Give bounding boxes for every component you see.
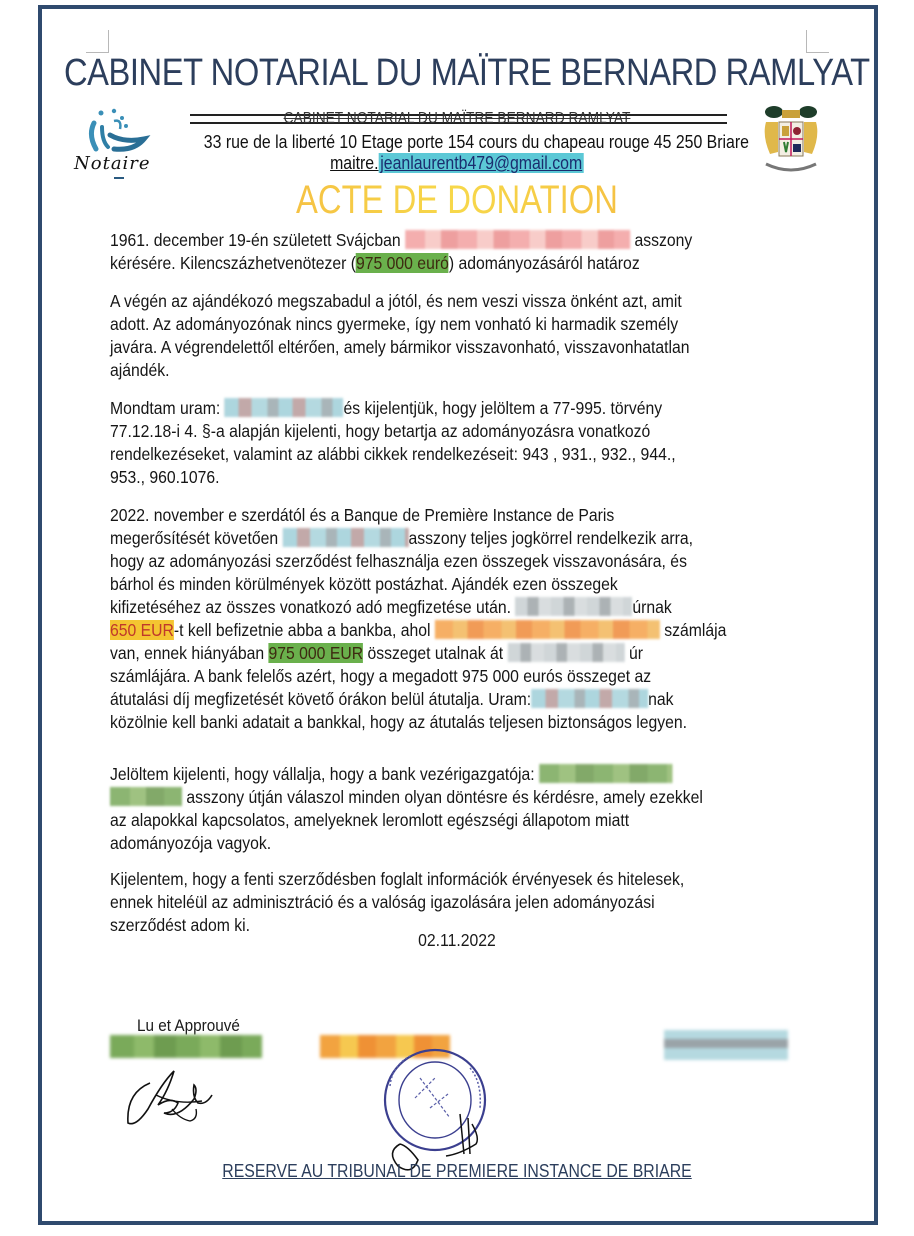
- email-prefix: maitre.: [330, 153, 379, 173]
- paragraph-5-line-1: [110, 763, 672, 786]
- redacted-name: [515, 597, 632, 616]
- redacted-name: [405, 230, 630, 249]
- handwritten-signature: [120, 1065, 230, 1135]
- paragraph-4-line-9: [110, 688, 673, 711]
- paragraph-6-line-3: szerződést adom ki.: [110, 915, 251, 935]
- paragraph-3-line-4: 953., 960.1076.: [110, 467, 220, 487]
- text: 1961. december 19-én született Svájcban: [110, 230, 401, 250]
- document-title: CABINET NOTARIAL DU MAÏTRE BERNARD RAMLYAT: [63, 52, 870, 94]
- redacted-name: [539, 764, 672, 783]
- redacted-bank-name: [435, 620, 660, 639]
- notaire-logo-text: Notaire: [74, 153, 151, 174]
- paragraph-4-line-7: [110, 642, 643, 665]
- paragraph-5-line-3: az alapokkal kapcsolatos, amelyeknek leromlott egészségi állapotom miatt: [110, 810, 630, 830]
- text: átutalási díj megfizetését követő órákon belül átutalja. Uram:: [110, 689, 532, 709]
- text: megerősítését követően: [110, 528, 279, 548]
- paragraph-4-line-3: hogy az adományozási szerződést felhasználja ezen összegek visszavonására, és: [110, 551, 687, 571]
- logo-underline: [114, 177, 124, 179]
- text: kifizetéséhez az összes vonatkozó adó megfizetése után.: [110, 597, 511, 617]
- text: Mondtam uram:: [110, 398, 221, 418]
- text: számlája: [664, 620, 727, 640]
- text: Jelöltem kijelenti, hogy vállalja, hogy a bank vezérigazgatója:: [110, 764, 535, 784]
- paragraph-1-line-2: [110, 252, 640, 275]
- redacted-name: [282, 528, 408, 547]
- text: összeget utalnak át: [367, 643, 504, 663]
- footer-reserve-tribunal: RESERVE AU TRIBUNAL DE PREMIERE INSTANCE DE BRIARE: [222, 1161, 692, 1181]
- text: asszony útján válaszol minden olyan döntésre és kérdésre, amely ezekkel: [186, 787, 703, 807]
- paragraph-5-line-2: [110, 786, 703, 809]
- text: van, ennek hiányában: [110, 643, 265, 663]
- document-date: 02.11.2022: [418, 930, 496, 950]
- text: úr: [628, 643, 643, 663]
- paragraph-4-line-4: bárhol és minden körülmények között postázhat. Ajándék ezen összegek: [110, 574, 618, 594]
- paragraph-1-line-1: [110, 229, 692, 252]
- redacted-signatory-3: [664, 1030, 788, 1060]
- paragraph-4-line-6: [110, 619, 726, 642]
- text: úrnak: [632, 597, 672, 617]
- official-stamp: [360, 1048, 510, 1178]
- office-address: 33 rue de la liberté 10 Etage porte 154 cours du chapeau rouge 45 250 Briare: [203, 132, 749, 152]
- text: ) adományozásáról határoz: [448, 253, 640, 273]
- paragraph-6-line-1: Kijelentem, hogy a fenti szerződésben foglalt információk érvényesek és hitelesek,: [110, 869, 685, 889]
- paragraph-4-line-8: számlájára. A bank felelős azért, hogy a megadott 975 000 eurós összeget az: [110, 666, 652, 686]
- text: kérésére. Kilencszázhetvenötezer (: [110, 253, 356, 273]
- document-heading: ACTE DE DONATION: [82, 180, 831, 220]
- paragraph-3-line-2: 77.12.18-i 4. §-a alapján kijelenti, hogy betartja az adományozásra vonatkozó: [110, 421, 651, 441]
- paragraph-4-line-2: [110, 527, 693, 550]
- text: asszony teljes jogkörrel rendelkezik arra,: [408, 528, 694, 548]
- paragraph-4-line-5: [110, 596, 672, 619]
- paragraph-2-line-4: ajándék.: [110, 360, 170, 380]
- paragraph-2-line-3: javára. A végrendelettől eltérően, amely bármikor visszavonható, visszavonhatatlan: [110, 337, 690, 357]
- amount-highlight: 975 000 EUR: [268, 643, 364, 663]
- amount-highlight: 975 000 euró: [355, 253, 449, 273]
- text: és kijelentjük, hogy jelöltem a 77-995. törvény: [343, 398, 663, 418]
- paragraph-3-line-3: rendelkezéseket, valamint az alábbi cikkek rendelkezéseit: 943 , 931., 932., 944.,: [110, 444, 676, 464]
- fee-highlight: 650 EUR: [110, 620, 174, 640]
- subtitle-struck: CABINET NOTARIAL DU MAÏTRE BERNARD RAMLYAT: [283, 110, 631, 127]
- paragraph-5-line-4: adományozója vagyok.: [110, 833, 272, 853]
- redacted-name: [110, 787, 182, 806]
- paragraph-4-line-1: 2022. november e szerdától és a Banque de Première Instance de Paris: [110, 505, 615, 525]
- redacted-name: [508, 643, 625, 662]
- text: asszony: [634, 230, 693, 250]
- handwritten-signature-icon: [120, 1065, 230, 1135]
- paragraph-6-line-2: ennek hiteléül az adminisztráció és a valóság igazolására jelen adományozási: [110, 892, 655, 912]
- crop-mark-top-right: [806, 30, 829, 53]
- redacted-name: [225, 398, 344, 417]
- office-email: [55, 154, 859, 172]
- text: -t kell befizetnie abba a bankba, ahol: [173, 620, 431, 640]
- text: nak: [648, 689, 674, 709]
- paragraph-3-line-1: [110, 397, 662, 420]
- paragraph-2-line-1: A végén az ajándékozó megszabadul a jótól, és nem veszi vissza önként azt, amit: [110, 291, 682, 311]
- paragraph-4-line-10: közölnie kell banki adatait a bankkal, hogy az átutalás teljesen biztonságos legyen.: [110, 712, 687, 732]
- redacted-signatory-1: [110, 1035, 262, 1058]
- paragraph-2-line-2: adott. Az adományozónak nincs gyermeke, így nem vonható ki harmadik személy: [110, 314, 679, 334]
- email-link[interactable]: jeanlaurentb479@gmail.com: [380, 153, 583, 173]
- official-stamp-icon: [360, 1048, 510, 1178]
- signature-label: Lu et Approuvé: [137, 1016, 240, 1035]
- crop-mark-top-left: [86, 30, 109, 53]
- redacted-name: [531, 689, 648, 708]
